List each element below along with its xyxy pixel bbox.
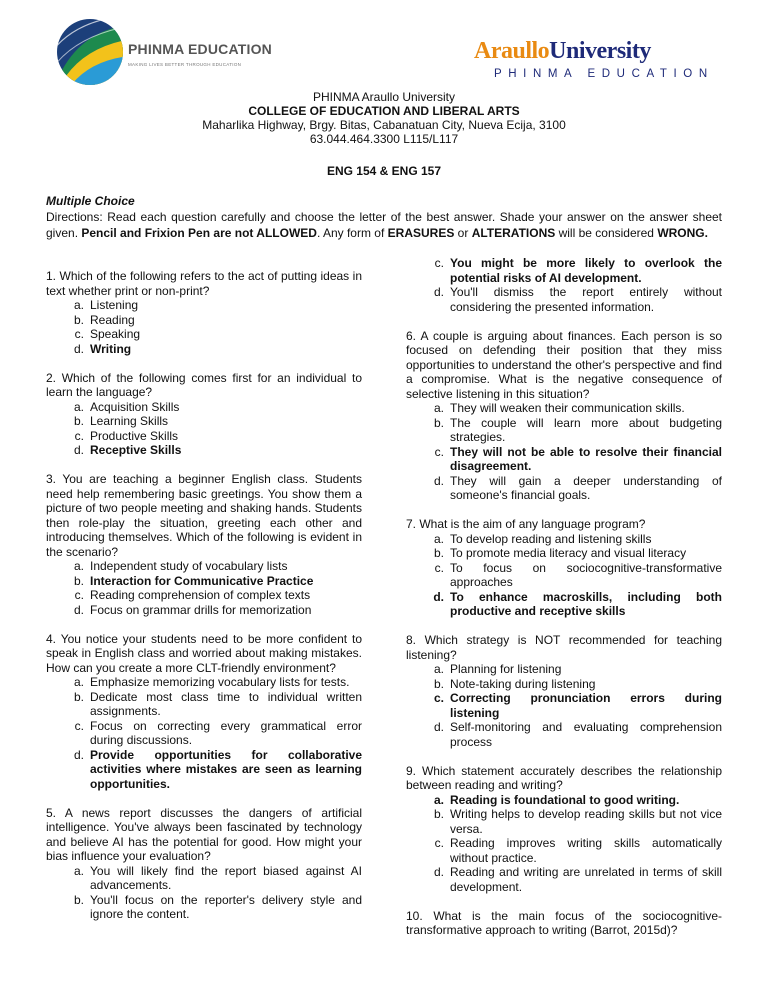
option-letter: c. <box>434 836 444 850</box>
question-text: 1. Which of the following refers to the act of putting ideas in text whether print or non-print? <box>46 269 362 298</box>
option <box>46 893 362 922</box>
option-answer <box>46 342 362 357</box>
phinma-globe-icon <box>50 14 130 94</box>
option-list <box>46 400 362 458</box>
option-list <box>406 256 722 314</box>
option-text: Reading is foundational to good writing. <box>450 792 680 807</box>
option-list <box>406 401 722 503</box>
option <box>46 719 362 748</box>
option-text: Speaking <box>90 327 141 341</box>
option-letter: a. <box>433 401 444 415</box>
directions-part-bold: WRONG. <box>657 226 708 240</box>
option-text: Productive Skills <box>90 428 179 443</box>
option <box>406 416 722 445</box>
question-3 <box>46 472 362 617</box>
phinma-education-logo <box>50 14 272 94</box>
araullo-university-logo <box>472 38 714 88</box>
option <box>46 400 362 415</box>
option-answer <box>406 590 722 619</box>
option-letter: a. <box>73 559 84 573</box>
option-list <box>46 864 362 922</box>
question-text: 10. What is the main focus of the sociocognitive-transformative approach to writing (Barrot, 2015d)? <box>406 908 722 937</box>
phinma-logo-text: PHINMA EDUCATION <box>128 41 272 57</box>
option-answer <box>46 574 362 589</box>
option <box>406 836 722 865</box>
option-text: Planning for listening <box>450 662 562 676</box>
option-letter: d. <box>433 720 444 734</box>
directions-part-bold: ALTERATIONS <box>471 226 556 240</box>
school-header <box>0 90 768 146</box>
option-letter: a. <box>433 662 444 676</box>
option <box>46 588 362 603</box>
option-text: Writing helps to develop reading skills but not vice versa. <box>450 807 722 836</box>
option-text: To focus on sociocognitive-transformative approaches <box>450 560 722 589</box>
option-text: Self-monitoring and evaluating comprehension process <box>450 720 722 749</box>
question-7 <box>406 517 722 619</box>
option-answer <box>406 793 722 808</box>
university-name: PHINMA Araullo University <box>312 90 456 104</box>
araullo-logo-subtext: PHINMA EDUCATION <box>494 68 714 80</box>
option-text: Provide opportunities for collaborative activities where mistakes are seen as learning opportunities. <box>90 747 362 791</box>
option <box>406 532 722 547</box>
directions-part: Directions: Read each question carefully and choose the letter of the best answer. Shade your answer on the answer sheet given. <box>46 210 722 240</box>
option-letter: d. <box>433 473 444 488</box>
option-text: To develop reading and listening skills <box>450 531 652 546</box>
option-text: Independent study of vocabulary lists <box>90 559 288 573</box>
option-letter: d. <box>73 602 84 617</box>
option-letter: b. <box>433 415 444 430</box>
question-5 <box>46 806 362 922</box>
college-name: COLLEGE OF EDUCATION AND LIBERAL ARTS <box>248 104 520 118</box>
option-letter: c. <box>434 256 444 270</box>
option <box>406 561 722 590</box>
option-letter: b. <box>73 689 84 704</box>
option-text: Reading improves writing skills automatically without practice. <box>450 836 722 865</box>
option <box>46 690 362 719</box>
option-letter: a. <box>433 792 444 807</box>
option-letter: c. <box>433 691 444 705</box>
option-letter: b. <box>73 573 84 588</box>
option <box>46 429 362 444</box>
option-letter: c. <box>74 327 84 341</box>
option <box>46 298 362 313</box>
option-letter: b. <box>433 676 444 691</box>
option-text: Listening <box>90 298 139 312</box>
question-text: 6. A couple is arguing about finances. Each person is so focused on defending their position that they miss opportunities to understand the other's perspective and find a compromise. What is the negative consequence of selective listening in this situation? <box>406 328 722 401</box>
option-list <box>46 675 362 791</box>
option-text: Interaction for Communicative Practice <box>90 573 314 588</box>
option-text: They will not be able to resolve their financial disagreement. <box>450 444 722 473</box>
option-list <box>406 662 722 749</box>
option <box>406 285 722 314</box>
option-text: You will likely find the report biased against AI advancements. <box>90 863 362 892</box>
option-text: Receptive Skills <box>90 443 182 457</box>
option-letter: a. <box>73 863 84 878</box>
right-column <box>406 256 722 938</box>
option-letter: a. <box>73 298 84 312</box>
directions-part: . Any form of <box>316 226 388 240</box>
option-text: Reading and writing are unrelated in terms of skill development. <box>450 865 722 894</box>
option <box>46 603 362 618</box>
question-text: 7. What is the aim of any language program? <box>406 517 646 531</box>
option-letter: b. <box>73 892 84 907</box>
option <box>406 720 722 749</box>
option-list <box>46 298 362 356</box>
option-list <box>46 559 362 617</box>
question-10 <box>406 909 722 938</box>
option-letter: d. <box>73 443 84 457</box>
directions-part-bold: Pencil and Frixion Pen are not ALLOWED <box>81 226 317 240</box>
question-text: 2. Which of the following comes first for an individual to learn the language? <box>46 370 362 399</box>
option-text: They will weaken their communication skills. <box>450 401 685 415</box>
option-letter: b. <box>433 546 444 560</box>
left-column <box>46 269 362 936</box>
section-title: Multiple Choice <box>46 194 135 208</box>
question-5-continued <box>406 256 722 314</box>
option-text: You'll focus on the reporter's delivery style and ignore the content. <box>90 892 362 921</box>
option-letter: c. <box>74 718 84 733</box>
option-answer <box>46 748 362 792</box>
school-phone: 63.044.464.3300 L115/L117 <box>309 132 459 146</box>
option-letter: b. <box>73 414 84 428</box>
option <box>406 474 722 503</box>
option <box>406 546 722 561</box>
option-letter: a. <box>73 675 84 689</box>
option-list <box>406 793 722 895</box>
option <box>46 313 362 328</box>
araullo-logo-text <box>474 38 651 65</box>
option <box>46 414 362 429</box>
option-letter: a. <box>73 399 84 414</box>
option-answer <box>46 443 362 458</box>
option-answer <box>406 691 722 720</box>
option-text: To enhance macroskills, including both productive and receptive skills <box>450 589 722 618</box>
option <box>46 864 362 893</box>
option-answer <box>406 256 722 285</box>
directions-part: or <box>454 226 472 240</box>
option-letter: c. <box>434 444 444 459</box>
option-letter: b. <box>433 807 444 821</box>
option-text: Emphasize memorizing vocabulary lists for tests. <box>90 675 350 689</box>
option-letter: c. <box>74 428 84 443</box>
option-text: They will gain a deeper understanding of someone's financial goals. <box>450 473 722 502</box>
option-letter: d. <box>433 865 444 879</box>
option-letter: d. <box>73 747 84 762</box>
instructions <box>46 193 722 241</box>
directions-text <box>46 209 722 241</box>
option-text: Dedicate most class time to individual written assignments. <box>90 689 362 718</box>
araullo-logo-part2: University <box>549 38 651 64</box>
option-text: To promote media literacy and visual literacy <box>450 546 687 560</box>
option-text: Reading comprehension of complex texts <box>90 588 311 602</box>
option <box>406 401 722 416</box>
option-list <box>406 532 722 619</box>
option-text: Acquisition Skills <box>90 399 180 414</box>
option-text: Learning Skills <box>90 414 169 428</box>
question-1 <box>46 269 362 356</box>
option-text: Writing <box>90 341 132 356</box>
option-text: Focus on grammar drills for memorization <box>90 602 312 617</box>
option-text: Correcting pronunciation errors during listening <box>450 691 722 720</box>
question-text: 8. Which strategy is NOT recommended for teaching listening? <box>406 633 722 662</box>
option-letter: d. <box>73 341 84 356</box>
question-text: 3. You are teaching a beginner English class. Students need help remembering basic greetings. You show them a picture of two people meeting and shaking hands. Students then role-play the situation, greeting each other and introducing themselves. Which of the following is evident in the scenario? <box>46 472 362 559</box>
araullo-logo-part1: Araullo <box>474 38 550 64</box>
question-text: 4. You notice your students need to be more confident to speak in English class and worried about making mistakes. How can you create a more CLT-friendly environment? <box>46 631 362 675</box>
question-8 <box>406 633 722 749</box>
question-text: 5. A news report discusses the dangers of artificial intelligence. You've always been fascinated by technology and believe AI has the potential for good. How might your bias influence your evaluation? <box>46 805 362 863</box>
option-letter: b. <box>73 312 84 327</box>
option-text: You might be more likely to overlook the potential risks of AI development. <box>450 256 722 285</box>
option <box>406 662 722 677</box>
option <box>46 327 362 342</box>
option-text: Reading <box>90 312 135 327</box>
question-6 <box>406 329 722 503</box>
option-letter: d. <box>433 589 444 604</box>
option-text: Focus on correcting every grammatical error during discussions. <box>90 718 362 747</box>
phinma-logo-tagline: MAKING LIVES BETTER THROUGH EDUCATION <box>128 62 242 67</box>
school-address: Maharlika Highway, Brgy. Bitas, Cabanatuan City, Nueva Ecija, 3100 <box>202 118 566 132</box>
option-letter: c. <box>74 588 84 602</box>
course-code: ENG 154 & ENG 157 <box>326 164 442 178</box>
option-text: Note-taking during listening <box>450 676 596 691</box>
option <box>46 675 362 690</box>
option-letter: c. <box>434 560 444 575</box>
question-2 <box>46 371 362 458</box>
question-4 <box>46 632 362 792</box>
option <box>406 865 722 894</box>
question-text: 9. Which statement accurately describes the relationship between reading and writing? <box>406 763 722 792</box>
question-9 <box>406 764 722 895</box>
option <box>46 559 362 574</box>
option <box>406 807 722 836</box>
option-answer <box>406 445 722 474</box>
directions-part: will be considered <box>555 226 658 240</box>
option-text: The couple will learn more about budgeting strategies. <box>450 415 722 444</box>
directions-part-bold: ERASURES <box>387 226 455 240</box>
option-letter: d. <box>433 285 444 299</box>
option <box>406 677 722 692</box>
option-letter: a. <box>433 531 444 546</box>
option-text: You'll dismiss the report entirely without considering the presented information. <box>450 285 722 314</box>
